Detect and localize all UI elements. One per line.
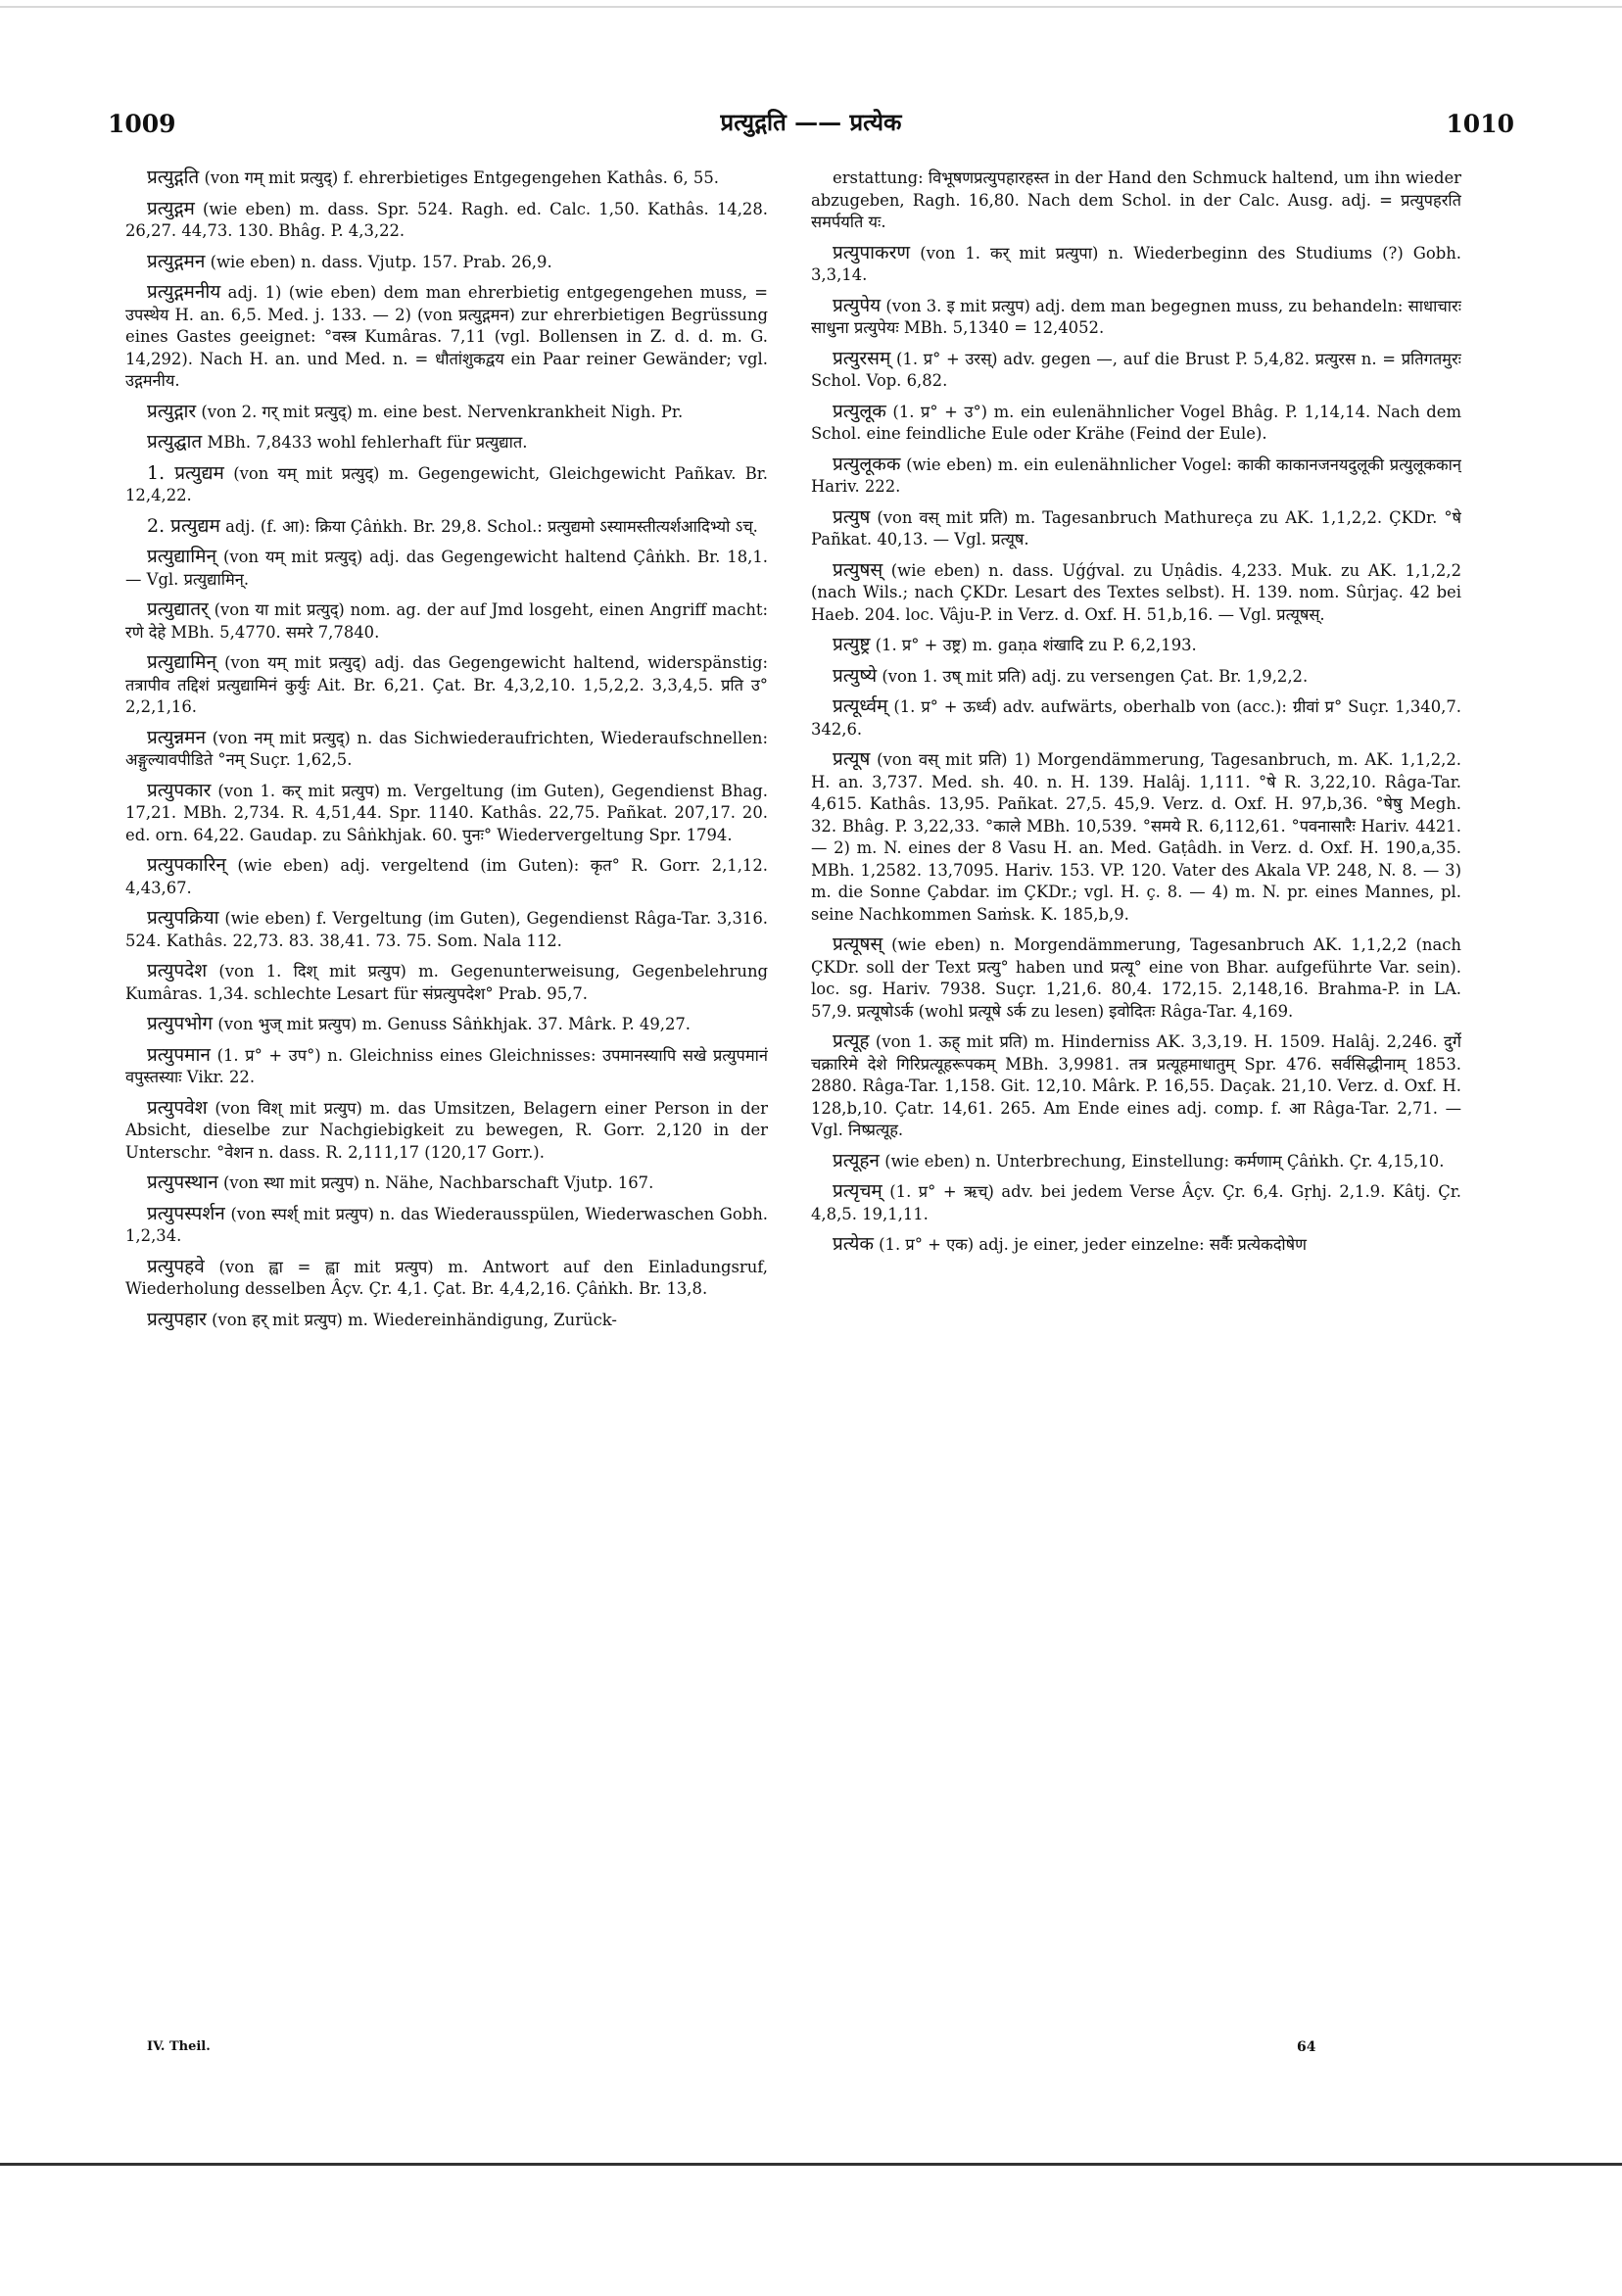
- dictionary-entry: [125, 960, 768, 1005]
- headword: प्रत्युपाकरण: [833, 241, 911, 263]
- headword: प्रत्युष: [833, 505, 871, 528]
- dictionary-entry: [811, 1150, 1461, 1173]
- left-column: [125, 167, 768, 2077]
- entry-text: (von यम् mit प्रत्युद्) adj. das Gegengewicht haltend Çâṅkh. Br. 18,1. — Vgl. प्रत्युद्यामिन्.: [125, 548, 768, 589]
- headword: प्रत्युपभोग: [147, 1013, 214, 1034]
- entry-text: (von 2. गर् mit प्रत्युद्) m. eine best. Nervenkrankheit Nigh. Pr.: [201, 402, 684, 421]
- entry-text: (wie eben) n. dass. Uǵǵval. zu Uṇâdis. 4,233. Muk. zu AK. 1,1,2,2 (nach Wils.; nach ÇKDr. Lesart des Textes selbst). H. 139. nom. Sûrjaç. 42 bei Haeb. 204. loc. Vâju-P. in Verz. d. Oxf. H. 51,b,16. — Vgl. प्रत्यूषस्.: [811, 560, 1461, 624]
- headword: प्रत्युपवेश: [147, 1096, 208, 1119]
- dictionary-entry: [811, 242, 1461, 287]
- headword: प्रत्युद्घात: [147, 431, 203, 453]
- headword: प्रत्युष्ट्र: [833, 634, 871, 655]
- entry-text: (wie eben) f. Vergeltung (im Guten), Gegendienst Râga-Tar. 3,316. 524. Kathâs. 22,73. 83. 38,41. 73. 75. Som. Nala 112.: [125, 909, 768, 950]
- entry-text: (von 1. ऊह् mit प्रति) m. Hinderniss AK. 3,3,19. H. 1509. Halâj. 2,246. दुर्गे चक्रारिमे देशे गिरिप्रत्यूहरूपकम् MBh. 3,9981. तत्र प्रत्यूहमाधातुम् Spr. 476. सर्वसिद्धीनाम् 1853. 2880. Râga-Tar. 1,158. Git. 12,10. Mârk. P. 16,55. Daçak. 21,10. Verz. d. Oxf. H. 128,b,10. Çatr. 14,61. 265. Am Ende eines adj. comp. f. आ Râga-Tar. 2,71. — Vgl. निष्प्रत्यूह.: [811, 1032, 1461, 1139]
- headword: प्रत्युपहवे: [147, 1255, 205, 1277]
- headword: प्रत्युद्गति: [147, 167, 200, 188]
- headword: प्रत्युपस्थान: [147, 1172, 218, 1193]
- headword: प्रत्युपहार: [147, 1308, 207, 1330]
- dictionary-entry: [811, 454, 1461, 499]
- headword: प्रत्यूषस्: [833, 933, 883, 955]
- entry-text: (wie eben) adj. vergeltend (im Guten): कृत° R. Gorr. 2,1,12. 4,43,67.: [125, 856, 768, 897]
- dictionary-entry: [125, 1203, 768, 1248]
- entry-text: (wie eben) n. dass. Vjutp. 157. Prab. 26,9.: [210, 252, 552, 271]
- headword: प्रत्युद्यातर्: [147, 598, 209, 620]
- dictionary-entry: [125, 1097, 768, 1165]
- entry-text: (von ह्वा = ह्वा mit प्रत्युप) m. Antwort auf den Einladungsruf, Wiederholung desselben Âçv. Çr. 4,1. Çat. Br. 4,4,2,16. Çâṅkh. Br. 13,8.: [125, 1257, 768, 1298]
- headword: प्रत्युष्ये: [833, 664, 878, 687]
- dictionary-entry: [125, 780, 768, 847]
- entry-text: (1. प्र° + उष्ट्र) m. gaṇa शंखादि zu P. 6,2,193.: [875, 636, 1197, 654]
- entry-text: (wie eben) n. Morgendämmerung, Tagesanbruch AK. 1,1,2,2 (nach ÇKDr. soll der Text प्रत्यु° haben und प्रत्यू° eine von Bhar. aufgeführte Var. sein). loc. sg. Hariv. 7938. Suçr. 1,21,6. 80,4. 172,15. 2,148,16. Brahma-P. in LA. 57,9. प्रत्यूषोऽर्क (wohl प्रत्यूषे ऽर्क zu lesen) इवोदितः Râga-Tar. 4,169.: [811, 935, 1461, 1021]
- headword: प्रत्युद्गम: [147, 197, 195, 219]
- entry-text: (1. प्र° + एक) adj. je einer, jeder einzelne: सर्वैः प्रत्येकदोषेण: [879, 1235, 1307, 1254]
- bottom-rule: [0, 2163, 1622, 2166]
- entry-text: (von यम् mit प्रत्युद्) m. Gegengewicht, Gleichgewicht Pañkav. Br. 12,4,22.: [125, 463, 768, 504]
- entry-text: (wie eben) m. dass. Spr. 524. Ragh. ed. Calc. 1,50. Kathâs. 14,28. 26,27. 44,73. 130. Bhâg. P. 4,3,22.: [125, 199, 768, 240]
- page-header: [108, 106, 1514, 145]
- dictionary-entry: [125, 907, 768, 952]
- dictionary-entry: [125, 462, 768, 507]
- dictionary-entry: [811, 1030, 1461, 1142]
- entry-text: (1. प्र° + उप°) n. Gleichniss eines Gleichnisses: उपमानस्यापि सखे प्रत्युपमानं वपुस्तस्याः Vikr. 22.: [125, 1045, 768, 1086]
- entry-text: (1. प्र° + ऊर्ध्व) adv. aufwärts, oberhalb von (acc.): ग्रीवां प्र° Suçr. 1,340,7. 342,6.: [811, 697, 1461, 739]
- dictionary-entry: [811, 295, 1461, 340]
- dictionary-entry: [125, 401, 768, 424]
- entry-text: (von 1. उष् mit प्रति) adj. zu versengen Çat. Br. 1,9,2,2.: [882, 666, 1309, 686]
- headword: प्रत्युद्यामिन्: [147, 546, 217, 567]
- headword: प्रत्युपेय: [833, 294, 882, 316]
- dictionary-entry: [125, 727, 768, 772]
- dictionary-entry: [811, 1233, 1461, 1257]
- dictionary-entry: [125, 1256, 768, 1301]
- dictionary-entry: [811, 167, 1461, 234]
- entry-text: erstattung: विभूषणप्रत्युपहारहस्त in der Hand den Schmuck haltend, um ihn wieder abzugeben, Ragh. 16,80. Nach dem Schol. in der Calc. Ausg. adj. = प्रत्युपहरति समर्पयति यः.: [811, 168, 1461, 231]
- headword: प्रत्येक: [833, 1233, 874, 1255]
- dictionary-entry: [125, 598, 768, 644]
- entry-text: (von वस् mit प्रति) 1) Morgendämmerung, Tagesanbruch, m. AK. 1,1,2,2. H. an. 3,737. Med. sh. 40. n. H. 139. Halâj. 1,111. °षे R. 3,22,10. Râga-Tar. 4,615. Kathâs. 13,95. Pañkat. 27,5. 45,9. Verz. d. Oxf. H. 97,b,36. °षेषु Megh. 32. Bhâg. P. 3,22,33. °काले MBh. 10,539. °समये R. 6,112,61. °पवनासारैः Hariv. 4421. — 2) m. N. eines der 8 Vasu H. an. Med. Gaṭâdh. in Verz. d. Oxf. H. 190,a,35. MBh. 1,2582. 13,7095. Hariv. 153. VP. 120. Vater des Akala VP. 248, N. 8. — 3) m. die Sonne Çabdar. im ÇKDr.; vgl. H. ç. 8. — 4) m. N. pr. eines Mannes, pl. seine Nachkommen Saṁsk. K. 185,b,9.: [811, 750, 1461, 924]
- dictionary-entry: [125, 431, 768, 454]
- headword: प्रत्युपकार: [147, 779, 212, 801]
- entry-text: (von 1. कर् mit प्रत्युप) m. Vergeltung (im Guten), Gegendienst Bhag. 17,21. MBh. 2,734. R. 4,51,44. Spr. 1140. Kathâs. 22,75. Pañkat. 207,17. 20. ed. orn. 64,22. Gaudap. zu Sâṅkhjak. 60. पुनः° Wiedervergeltung Spr. 1794.: [125, 781, 768, 844]
- dictionary-entry: [811, 559, 1461, 627]
- headword: प्रत्युद्यामिन्: [147, 651, 217, 673]
- signature-number: 64: [1297, 2039, 1316, 2055]
- dictionary-entry: [125, 546, 768, 591]
- entry-text: MBh. 7,8433 wohl fehlerhaft für प्रत्युद्यात.: [207, 433, 528, 452]
- dictionary-entry: [811, 348, 1461, 393]
- dictionary-entry: [125, 1044, 768, 1089]
- headword: प्रत्युपमान: [147, 1043, 211, 1066]
- entry-text: (von 1. दिश् mit प्रत्युप) m. Gegenunterweisung, Gegenbelehrung Kumâras. 1,34. schlechte Lesart für संप्रत्युपदेश° Prab. 95,7.: [125, 962, 768, 1003]
- headword: प्रत्युरसम्: [833, 347, 891, 369]
- entry-text: (von यम् mit प्रत्युद्) adj. das Gegengewicht haltend, widerspänstig: तत्रापीव तद्दिशं प्रत्युद्यामिनं कुर्युः Ait. Br. 6,21. Çat. Br. 4,3,2,10. 1,5,2,2. 3,3,4,5. प्रति उ° 2,2,1,16.: [125, 653, 768, 716]
- entry-text: (1. प्र° + ऋच्) adv. bei jedem Verse Âçv. Çr. 6,4. Gṛhj. 2,1.9. Kâtj. Çr. 4,8,5. 19,1,11.: [811, 1182, 1461, 1223]
- dictionary-entry: [811, 1180, 1461, 1225]
- entry-text: (wie eben) n. Unterbrechung, Einstellung: कर्मणाम् Çâṅkh. Çr. 4,15,10.: [884, 1151, 1445, 1171]
- headword: प्रत्युलूकक: [833, 453, 901, 475]
- entry-text: (1. प्र° + उ°) m. ein eulenähnlicher Vogel Bhâg. P. 1,14,14. Nach dem Schol. eine feindliche Eule oder Krähe (Feind der Eule).: [811, 402, 1461, 443]
- headword: प्रत्युद्गमन: [147, 250, 206, 272]
- headword: प्रत्युद्गमनीय: [147, 281, 221, 303]
- entry-text: adj. 1) (wie eben) dem man ehrerbietig entgegengehen muss, = उपस्थेय H. an. 6,5. Med. j. 133. — 2) (von प्रत्युद्गमन) zur ehrerbietigen Begrüssung eines Gastes geeignet: °वस्त्र Kumâras. 7,11 (vgl. Bollensen in Z. d. d. m. G. 14,292). Nach H. an. und Med. n. = धौतांशुकद्वय ein Paar reiner Gewänder; vgl. उद्गमनीय.: [125, 283, 768, 390]
- entry-text: (von गम् mit प्रत्युद्) f. ehrerbietiges Entgegengehen Kathâs. 6, 55.: [204, 168, 720, 187]
- entry-text: (von स्पर्श् mit प्रत्युप) n. das Wiederausspülen, Wiederwaschen Gobh. 1,2,34.: [125, 1204, 768, 1245]
- dictionary-entry: [125, 198, 768, 243]
- dictionary-entry: [811, 665, 1461, 689]
- headword: प्रत्युन्नमन: [147, 726, 207, 748]
- headword: प्रत्युलूक: [833, 400, 886, 422]
- dictionary-entry: [811, 506, 1461, 551]
- page-number-right: 1010: [1446, 110, 1514, 138]
- entry-text: (von वस् mit प्रति) m. Tagesanbruch Mathureça zu AK. 1,1,2,2. ÇKDr. °षे Pañkat. 40,13. — Vgl. प्रत्यूष.: [811, 507, 1461, 549]
- dictionary-entry: [811, 748, 1461, 926]
- headword: प्रत्युषस्: [833, 558, 883, 581]
- entry-text: (wie eben) m. ein eulenähnlicher Vogel: काकी काकानजनयदुलूकी प्रत्युलूककान् Hariv. 222.: [811, 454, 1461, 496]
- headword: प्रत्यूहन: [833, 1149, 880, 1172]
- entry-text: (von 3. इ mit प्रत्युप) adj. dem man begegnen muss, zu behandeln: साधाचारः साधुना प्रत्युपेयः MBh. 5,1340 = 12,4052.: [811, 296, 1461, 337]
- headword: प्रत्यूह: [833, 1030, 870, 1052]
- entry-text: (1. प्र° + उरस्) adv. gegen —, auf die Brust P. 5,4,82. प्रत्युरस n. = प्रतिगतमुरः Schol. Vop. 6,82.: [811, 349, 1461, 390]
- dictionary-entry: [811, 634, 1461, 657]
- headword: प्रत्युपदेश: [147, 960, 208, 981]
- entry-text: adj. (f. आ): क्रिया Çâṅkh. Br. 29,8. Schol.: प्रत्युद्यमो ऽस्यामस्तीत्यर्शआदिभ्यो ऽच्.: [225, 516, 758, 536]
- dictionary-entry: [811, 695, 1461, 741]
- entry-text: (von हर् mit प्रत्युप) m. Wiedereinhändigung, Zurück-: [212, 1310, 617, 1329]
- dictionary-entry: [125, 251, 768, 274]
- headword: प्रत्युपक्रिया: [147, 907, 219, 929]
- dictionary-entry: [125, 854, 768, 899]
- dictionary-entry: [125, 1172, 768, 1195]
- page-number-left: 1009: [108, 110, 176, 138]
- headword: प्रत्युद्गार: [147, 400, 197, 422]
- dictionary-entry: [811, 401, 1461, 446]
- entry-text: (von या mit प्रत्युद्) nom. ag. der auf Jmd losgeht, einen Angriff macht: रणे देहे MBh. 5,4770. समरे 7,7840.: [125, 600, 768, 642]
- entry-text: (von भुज् mit प्रत्युप) m. Genuss Sâṅkhjak. 37. Mârk. P. 49,27.: [217, 1015, 692, 1033]
- entry-text: (von स्था mit प्रत्युप) n. Nähe, Nachbarschaft Vjutp. 167.: [222, 1173, 654, 1192]
- entry-text: (von विश् mit प्रत्युप) m. das Umsitzen, Belagern einer Person in der Absicht, dieselbe zur Nachgiebigkeit zu bewegen, R. Gorr. 2,120 in der Unterschr. °वेशन n. dass. R. 2,111,17 (120,17 Gorr.).: [125, 1098, 768, 1162]
- headword: 2. प्रत्युद्यम: [147, 514, 220, 537]
- volume-note: IV. Theil.: [147, 2039, 211, 2054]
- entry-text: (von नम् mit प्रत्युद्) n. das Sichwiederaufrichten, Wiederaufschnellen: अङ्गुल्यावपीडिते °नम् Suçr. 1,62,5.: [125, 728, 768, 769]
- dictionary-entry: [125, 651, 768, 719]
- headword: प्रत्यूर्ध्वम्: [833, 695, 888, 717]
- dictionary-entry: [125, 281, 768, 393]
- dictionary-entry: [125, 167, 768, 190]
- headword: प्रत्यूष: [833, 748, 871, 770]
- headword: 1. प्रत्युद्यम: [147, 461, 224, 484]
- dictionary-entry: [125, 1013, 768, 1036]
- dictionary-entry: [811, 933, 1461, 1023]
- top-edge-rule: [0, 6, 1622, 8]
- entry-text: (von 1. कर् mit प्रत्युपा) n. Wiederbeginn des Studiums (?) Gobh. 3,3,14.: [811, 243, 1461, 284]
- running-title: प्रत्युद्गति —— प्रत्येक: [720, 108, 902, 136]
- dictionary-entry: [125, 515, 768, 539]
- headword: प्रत्युपकारिन्: [147, 854, 226, 876]
- headword: प्रत्यृचम्: [833, 1180, 883, 1202]
- right-column: [811, 167, 1461, 2077]
- dictionary-entry: [125, 1309, 768, 1332]
- headword: प्रत्युपस्पर्शन: [147, 1202, 225, 1224]
